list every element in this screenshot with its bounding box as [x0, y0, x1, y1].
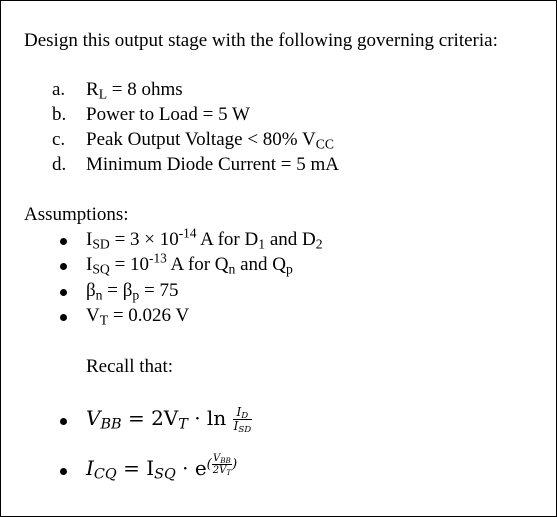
equation-vbb: $V_{BB} = 2V_T \cdot \ln$ $\frac{I_D}{I_{SD}}$: [86, 405, 252, 436]
assumptions-title: Assumptions:: [24, 204, 129, 225]
assumption-isq: $I_{SQ} = 10^{-13}$ A for $Q_n$ and $Q_p$: [86, 250, 293, 277]
assumption-vt: $V_T = 0.026$ V: [86, 305, 190, 328]
criterion-label: d.: [52, 154, 67, 175]
fraction: $\frac{I_D}{I_{SD}}$: [233, 405, 252, 436]
bullet-icon: [60, 468, 67, 475]
criterion-c: c. Peak Output Voltage < 80% $V_{CC}$: [52, 129, 334, 152]
assumption-isd: $I_{SD} = 3 \times 10^{-14}$ A for $D_1$ and $D_2$: [86, 225, 323, 252]
criterion-label: a.: [52, 79, 66, 100]
recall-label: Recall that:: [86, 356, 174, 377]
bullet-icon: [60, 314, 67, 321]
criterion-a: a. $R_L = 8$ ohms: [52, 79, 183, 102]
criterion-label: b.: [52, 104, 67, 125]
criterion-label: c.: [52, 129, 66, 150]
assumption-beta: $\beta_n = \beta_p = 75$: [86, 280, 179, 303]
bullet-icon: [60, 263, 67, 270]
bullet-icon: [60, 238, 67, 245]
bullet-icon: [60, 289, 67, 296]
criterion-b: b. Power to Load = 5 W: [52, 104, 250, 125]
equation-icq: $I_{CQ} = I_{SQ} \cdot e$( $\frac{V_{BB}}{2V_T}$ ): [86, 453, 238, 483]
criterion-d: d. Minimum Diode Current = 5 mA: [52, 154, 339, 175]
bullet-icon: [60, 418, 67, 425]
heading: Design this output stage with the following governing criteria:: [24, 30, 498, 51]
